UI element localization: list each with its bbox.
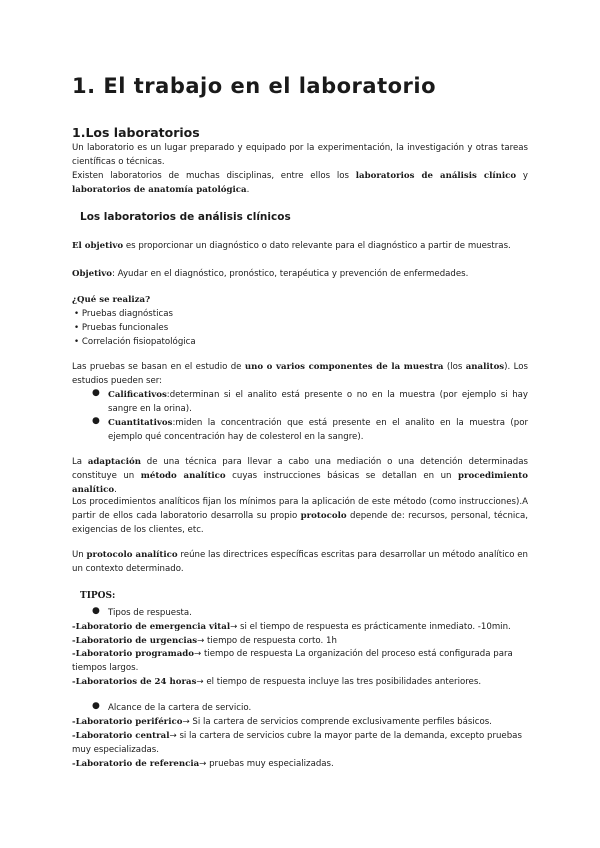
paragraph-disciplines: Existen laboratorios de muchas disciplinas, entre ellos los laboratorios de análisis clínico y laboratorios de anatomía patológica. <box>72 171 528 195</box>
que-list <box>74 307 196 349</box>
group-title-respuesta: Tipos de respuesta. <box>108 608 192 618</box>
paragraph-objetivo-2: Objetivo: Ayudar en el diagnóstico, pronóstico, terapéutica y prevención de enfermedades. <box>72 269 469 279</box>
tipo-line: -Laboratorio programado→ tiempo de respuesta La organización del proceso está configurada para tiempos largos. <box>72 649 513 673</box>
subsection-heading-analisis: Los laboratorios de análisis clínicos <box>80 211 291 223</box>
list-item: • Correlación fisiopatológica <box>74 335 196 349</box>
section-heading-laboratorios: 1.Los laboratorios <box>72 125 200 140</box>
paragraph-adaptacion: La adaptación de una técnica para llevar a cabo una mediación o una detención determinadas constituye un método analítico cuyas instrucciones básicas se detallan en un procedimiento analítico. <box>72 457 529 495</box>
list-item: • Pruebas diagnósticas <box>74 307 196 321</box>
tipo-line: -Laboratorio de urgencias→ tiempo de respuesta corto. 1h <box>72 636 337 646</box>
bullet-dot: ● <box>92 701 100 711</box>
tipo-line: -Laboratorio de referencia→ pruebas muy especializadas. <box>72 759 334 769</box>
paragraph-procedimientos: Los procedimientos analíticos fijan los mínimos para la aplicación de este método (como instrucciones).A partir de ellos cada laboratorio desarrolla su propio protocolo depende de: recursos, personal, técnica, exigencias de los clientes, etc. <box>72 497 528 535</box>
paragraph-objetivo: El objetivo es proporcionar un diagnóstico o dato relevante para el diagnóstico a partir de muestras. <box>72 241 511 251</box>
bullet-cuantitativos: Cuantitativos:miden la concentración que está presente en el analito en la muestra (por ejemplo qué concentración hay de colesterol en la sangre). <box>108 418 528 442</box>
bullet-dot: ● <box>92 416 100 426</box>
paragraph-definition: Un laboratorio es un lugar preparado y equipado por la experimentación, la investigación y otras tareas científicas o técnicas. <box>72 143 528 167</box>
bullet-dot: ● <box>92 388 100 398</box>
heading-que-se-realiza: ¿Qué se realiza? <box>72 295 151 305</box>
tipo-line: -Laboratorios de 24 horas→ el tiempo de respuesta incluye las tres posibilidades anteriores. <box>72 677 482 687</box>
tipos-heading: TIPOS: <box>80 591 116 601</box>
tipo-line: -Laboratorio de emergencia vital→ si el tiempo de respuesta es prácticamente inmediato. -10min. <box>72 622 511 632</box>
tipo-line: -Laboratorio central→ si la cartera de servicios cubre la mayor parte de la demanda, excepto pruebas muy especializadas. <box>72 731 522 755</box>
tipo-line: -Laboratorio periférico→ Si la cartera de servicios comprende exclusivamente perfiles básicos. <box>72 717 492 727</box>
paragraph-pruebas: Las pruebas se basan en el estudio de uno o varios componentes de la muestra (los analitos). Los estudios pueden ser: <box>72 362 528 386</box>
bullet-dot: ● <box>92 606 100 616</box>
bullet-calificativos: Calificativos:determinan si el analito está presente o no en la muestra (por ejemplo si hay sangre en la orina). <box>108 390 528 414</box>
group-title-alcance: Alcance de la cartera de servicio. <box>108 703 252 713</box>
page-title: 1. El trabajo en el laboratorio <box>72 74 437 98</box>
list-item: • Pruebas funcionales <box>74 321 196 335</box>
paragraph-protocolo: Un protocolo analítico reúne las directrices específicas escritas para desarrollar un método analítico en un contexto determinado. <box>72 550 528 574</box>
